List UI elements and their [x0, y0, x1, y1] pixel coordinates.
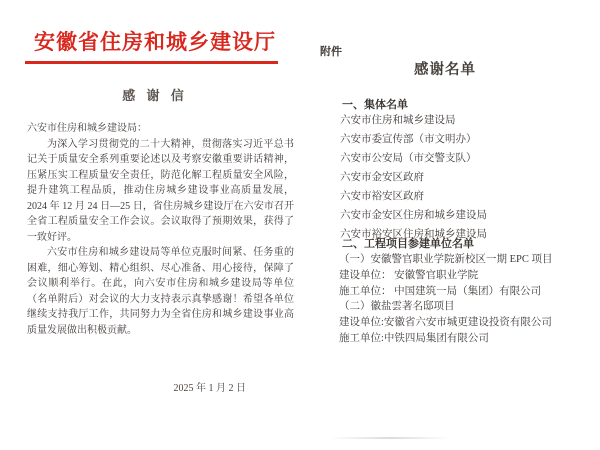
letterhead-rule [25, 61, 278, 64]
letter-salutation: 六安市住房和城乡建设局： [27, 123, 147, 134]
list-item: （一）安徽警官职业学院新校区一期 EPC 项目 [339, 254, 553, 265]
letter-body [27, 121, 294, 338]
list-item: 六安市裕安区政府 [340, 191, 424, 202]
list-item: 六安市委宣传部（市文明办） [340, 134, 477, 145]
section2-heading: 二、工程项目参建单位名单 [342, 238, 474, 250]
letter-title: 感 谢 信 [122, 88, 188, 103]
section1-heading: 一、集体名单 [342, 99, 408, 111]
list-item: 六安市住房和城乡建设局 [340, 115, 456, 126]
list-item: 建设单位： 安徽警官职业学院 [339, 269, 479, 281]
list-item: 六安市金安区住房和城乡建设局 [340, 210, 487, 221]
section1-list [340, 111, 590, 244]
letterhead-title: 安徽省住房和城乡建设厅 [34, 30, 276, 54]
attachment-label: 附件 [320, 46, 342, 58]
list-item: 六安市公安局（市交警支队） [340, 153, 477, 164]
letter-paragraph-2: 六安市住房和城乡建设局等单位克服时间紧、任务重的困难，细心筹划、精心组织、尽心准备、用心接待，保障了会议顺利举行。在此，向六安市住房和城乡建设局等单位（名单附后）对会议的大力支持表示真挚感谢！希望各单位继续支持我厅工作，共同努力为全省住房和城乡建设事业高质量发展做出积极贡献。 [27, 247, 294, 336]
list-item: 六安市裕安区住房和城乡建设局 [340, 229, 487, 240]
list-item: 施工单位： 中国建筑一局（集团）有限公司 [339, 285, 542, 297]
letter-date: 2025 年 1 月 2 日 [173, 383, 246, 394]
list-item: 六安市金安区政府 [340, 172, 424, 183]
list-item: 建设单位:安徽省六安市城更建设投资有限公司 [339, 317, 552, 329]
list-item: 施工单位:中铁四局集团有限公司 [339, 332, 489, 344]
list-item: （二）徽盐雲著名邸项目 [339, 301, 455, 313]
letter-paragraph-1: 为深入学习贯彻党的二十大精神，贯彻落实习近平总书记关于质量安全系列重要论述以及考察安徽重要讲话精神，压紧压实工程质量安全责任，防范化解工程质量安全风险，提升建筑工程品质，推动住房城乡建设事业高质量发展，2024 年 12 月 24 日—25 日，省住房城乡建设厅在六安市召开全省工程质量安全工作会议。会议取得了预期效果，获得了一致好评。 [27, 138, 294, 243]
attachment-title: 感谢名单 [414, 62, 476, 78]
section2-list [339, 252, 594, 347]
page-bottom-shadow [330, 437, 450, 439]
